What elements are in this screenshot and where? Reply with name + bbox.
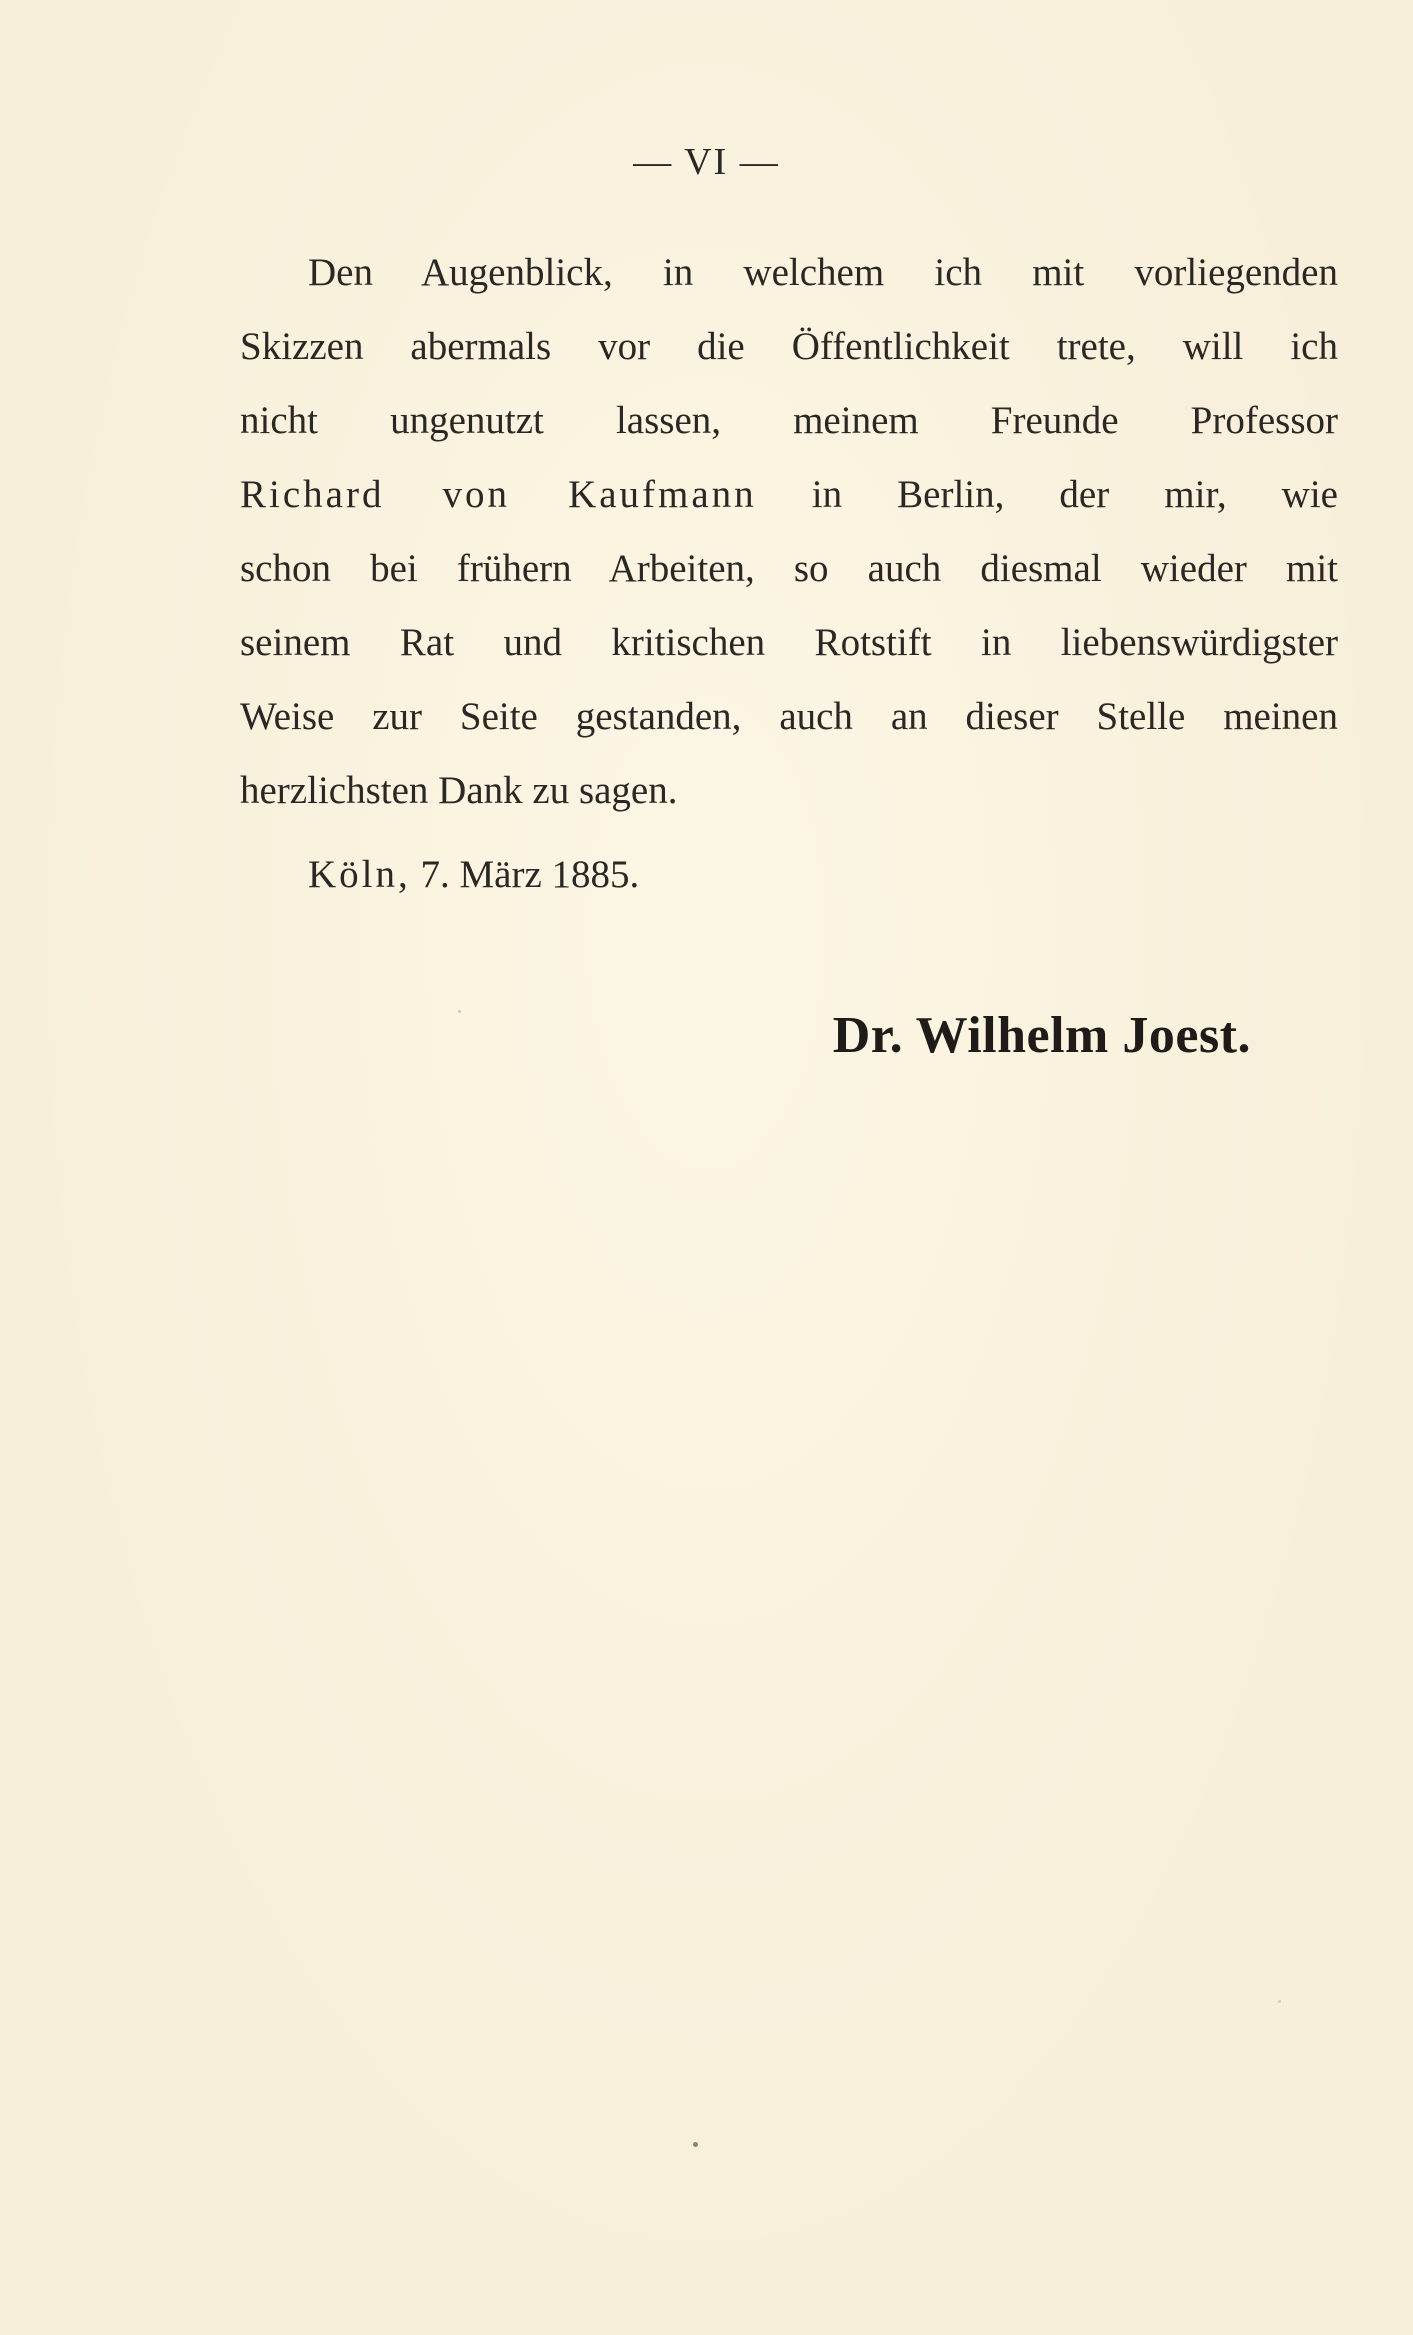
author-signature: Dr. Wilhelm Joest. xyxy=(832,1007,1251,1064)
preface-line-1: Den Augenblick, in welchem ich mit vorliegenden xyxy=(308,251,1338,294)
preface-line-2: Skizzen abermals vor die Öffentlichkeit trete, will ich xyxy=(240,325,1338,368)
paper-speck xyxy=(458,1010,461,1013)
preface-line-3: nicht ungenutzt lassen, meinem Freunde Professor xyxy=(240,399,1338,442)
paper-speck xyxy=(1278,2000,1281,2003)
emphasized-name: Richard von Kaufmann xyxy=(240,473,757,516)
dateline xyxy=(308,852,639,897)
preface-line-6: seinem Rat und kritischen Rotstift in liebenswürdigster xyxy=(240,621,1338,664)
preface-line-8: herzlichsten Dank zu sagen. xyxy=(240,769,678,812)
page-number: — VI — xyxy=(633,141,780,183)
dateline-place: Köln, xyxy=(308,853,411,896)
dateline-date: 7. März 1885. xyxy=(420,853,640,896)
preface-line-4-rest: in Berlin, der mir, wie xyxy=(756,473,1338,516)
preface-paragraph xyxy=(240,236,1338,828)
preface-line-4 xyxy=(240,458,1338,532)
preface-line-7: Weise zur Seite gestanden, auch an dieser Stelle meinen xyxy=(240,695,1338,738)
preface-line-5: schon bei frühern Arbeiten, so auch diesmal wieder mit xyxy=(240,547,1338,590)
paper-speck xyxy=(693,2142,698,2147)
